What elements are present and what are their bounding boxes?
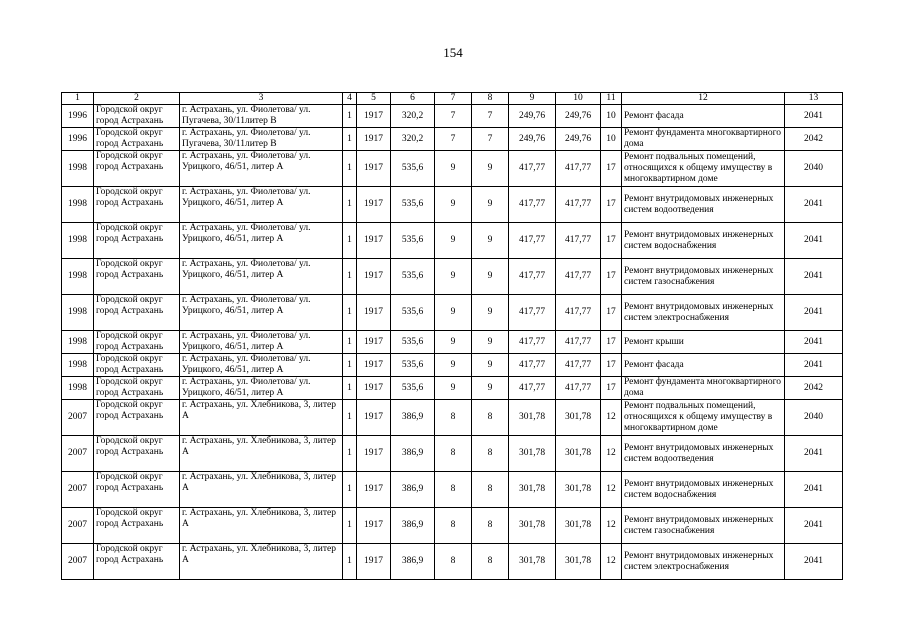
plan-year-cell: 2041 bbox=[785, 295, 843, 331]
year-cell: 1917 bbox=[357, 223, 391, 259]
year-cell: 1917 bbox=[357, 377, 391, 400]
col9-cell: 417,77 bbox=[509, 187, 556, 223]
plan-year-cell: 2041 bbox=[785, 544, 843, 580]
plan-year-cell: 2041 bbox=[785, 354, 843, 377]
col9-cell: 417,77 bbox=[509, 259, 556, 295]
col11-cell: 17 bbox=[601, 377, 622, 400]
plan-year-cell: 2041 bbox=[785, 223, 843, 259]
address-cell: г. Астрахань, ул. Хлебникова, 3, литер А bbox=[180, 472, 343, 508]
table-row bbox=[62, 436, 843, 472]
row-id-cell: 1998 bbox=[62, 331, 94, 354]
year-cell: 1917 bbox=[357, 295, 391, 331]
row-id-cell: 2007 bbox=[62, 472, 94, 508]
municipality-cell: Городской округ город Астрахань bbox=[94, 544, 180, 580]
table-row bbox=[62, 331, 843, 354]
col4-cell: 1 bbox=[343, 128, 357, 151]
address-cell: г. Астрахань, ул. Фиолетова/ ул. Урицкого, 46/51, литер А bbox=[180, 223, 343, 259]
municipality-cell: Городской округ город Астрахань bbox=[94, 377, 180, 400]
municipality-cell: Городской округ город Астрахань bbox=[94, 259, 180, 295]
work-type-cell: Ремонт внутридомовых инженерных систем электроснабжения bbox=[622, 544, 785, 580]
column-header: 4 bbox=[343, 93, 357, 105]
row-id-cell: 2007 bbox=[62, 400, 94, 436]
col8-cell: 9 bbox=[472, 223, 509, 259]
column-header: 6 bbox=[391, 93, 435, 105]
work-type-cell: Ремонт фундамента многоквартирного дома bbox=[622, 128, 785, 151]
area-cell: 535,6 bbox=[391, 151, 435, 187]
table-body bbox=[62, 105, 843, 580]
col9-cell: 417,77 bbox=[509, 295, 556, 331]
col11-cell: 17 bbox=[601, 187, 622, 223]
address-cell: г. Астрахань, ул. Фиолетова/ ул. Пугачева, 30/11литер В bbox=[180, 105, 343, 128]
municipality-cell: Городской округ город Астрахань bbox=[94, 128, 180, 151]
col10-cell: 417,77 bbox=[556, 295, 601, 331]
area-cell: 386,9 bbox=[391, 508, 435, 544]
address-cell: г. Астрахань, ул. Фиолетова/ ул. Урицкого, 46/51, литер А bbox=[180, 354, 343, 377]
col10-cell: 417,77 bbox=[556, 354, 601, 377]
row-id-cell: 1998 bbox=[62, 259, 94, 295]
col10-cell: 301,78 bbox=[556, 508, 601, 544]
col9-cell: 301,78 bbox=[509, 400, 556, 436]
col4-cell: 1 bbox=[343, 508, 357, 544]
year-cell: 1917 bbox=[357, 105, 391, 128]
col7-cell: 7 bbox=[435, 128, 472, 151]
area-cell: 320,2 bbox=[391, 128, 435, 151]
col11-cell: 17 bbox=[601, 354, 622, 377]
col10-cell: 417,77 bbox=[556, 377, 601, 400]
col4-cell: 1 bbox=[343, 472, 357, 508]
plan-year-cell: 2040 bbox=[785, 400, 843, 436]
area-cell: 535,6 bbox=[391, 223, 435, 259]
col8-cell: 8 bbox=[472, 544, 509, 580]
area-cell: 535,6 bbox=[391, 259, 435, 295]
address-cell: г. Астрахань, ул. Фиолетова/ ул. Урицкого, 46/51, литер А bbox=[180, 187, 343, 223]
col11-cell: 17 bbox=[601, 331, 622, 354]
plan-year-cell: 2041 bbox=[785, 436, 843, 472]
work-type-cell: Ремонт внутридомовых инженерных систем водоснабжения bbox=[622, 223, 785, 259]
area-cell: 535,6 bbox=[391, 187, 435, 223]
column-header: 13 bbox=[785, 93, 843, 105]
table-row bbox=[62, 105, 843, 128]
table-row bbox=[62, 128, 843, 151]
col10-cell: 249,76 bbox=[556, 128, 601, 151]
col4-cell: 1 bbox=[343, 331, 357, 354]
page-number: 154 bbox=[443, 45, 463, 60]
col8-cell: 8 bbox=[472, 436, 509, 472]
col7-cell: 9 bbox=[435, 354, 472, 377]
work-type-cell: Ремонт внутридомовых инженерных систем газоснабжения bbox=[622, 259, 785, 295]
col7-cell: 9 bbox=[435, 377, 472, 400]
plan-year-cell: 2041 bbox=[785, 259, 843, 295]
col7-cell: 9 bbox=[435, 187, 472, 223]
col7-cell: 9 bbox=[435, 223, 472, 259]
year-cell: 1917 bbox=[357, 128, 391, 151]
year-cell: 1917 bbox=[357, 151, 391, 187]
plan-year-cell: 2042 bbox=[785, 128, 843, 151]
municipality-cell: Городской округ город Астрахань bbox=[94, 354, 180, 377]
col9-cell: 301,78 bbox=[509, 472, 556, 508]
address-cell: г. Астрахань, ул. Фиолетова/ ул. Урицкого, 46/51, литер А bbox=[180, 377, 343, 400]
municipality-cell: Городской округ город Астрахань bbox=[94, 295, 180, 331]
municipality-cell: Городской округ город Астрахань bbox=[94, 472, 180, 508]
col7-cell: 7 bbox=[435, 105, 472, 128]
col11-cell: 17 bbox=[601, 223, 622, 259]
col9-cell: 417,77 bbox=[509, 151, 556, 187]
area-cell: 386,9 bbox=[391, 400, 435, 436]
year-cell: 1917 bbox=[357, 354, 391, 377]
col10-cell: 417,77 bbox=[556, 187, 601, 223]
col10-cell: 417,77 bbox=[556, 331, 601, 354]
col7-cell: 9 bbox=[435, 295, 472, 331]
col7-cell: 9 bbox=[435, 331, 472, 354]
table-row bbox=[62, 151, 843, 187]
table-row bbox=[62, 544, 843, 580]
column-header: 2 bbox=[94, 93, 180, 105]
col11-cell: 12 bbox=[601, 544, 622, 580]
col8-cell: 8 bbox=[472, 400, 509, 436]
col8-cell: 9 bbox=[472, 331, 509, 354]
col4-cell: 1 bbox=[343, 187, 357, 223]
capital-repair-table bbox=[61, 92, 843, 580]
municipality-cell: Городской округ город Астрахань bbox=[94, 508, 180, 544]
area-cell: 535,6 bbox=[391, 295, 435, 331]
col4-cell: 1 bbox=[343, 151, 357, 187]
address-cell: г. Астрахань, ул. Хлебникова, 3, литер А bbox=[180, 508, 343, 544]
col7-cell: 8 bbox=[435, 472, 472, 508]
col10-cell: 417,77 bbox=[556, 223, 601, 259]
col8-cell: 9 bbox=[472, 259, 509, 295]
table-row bbox=[62, 223, 843, 259]
address-cell: г. Астрахань, ул. Фиолетова/ ул. Пугачева, 30/11литер В bbox=[180, 128, 343, 151]
work-type-cell: Ремонт внутридомовых инженерных систем водоснабжения bbox=[622, 472, 785, 508]
column-header: 7 bbox=[435, 93, 472, 105]
area-cell: 320,2 bbox=[391, 105, 435, 128]
col4-cell: 1 bbox=[343, 223, 357, 259]
municipality-cell: Городской округ город Астрахань bbox=[94, 151, 180, 187]
municipality-cell: Городской округ город Астрахань bbox=[94, 105, 180, 128]
col7-cell: 8 bbox=[435, 544, 472, 580]
year-cell: 1917 bbox=[357, 259, 391, 295]
row-id-cell: 1998 bbox=[62, 354, 94, 377]
col9-cell: 249,76 bbox=[509, 128, 556, 151]
plan-year-cell: 2041 bbox=[785, 187, 843, 223]
column-header: 12 bbox=[622, 93, 785, 105]
work-type-cell: Ремонт внутридомовых инженерных систем водоотведения bbox=[622, 187, 785, 223]
col8-cell: 7 bbox=[472, 105, 509, 128]
address-cell: г. Астрахань, ул. Фиолетова/ ул. Урицкого, 46/51, литер А bbox=[180, 295, 343, 331]
row-id-cell: 1996 bbox=[62, 128, 94, 151]
col8-cell: 8 bbox=[472, 508, 509, 544]
address-cell: г. Астрахань, ул. Фиолетова/ ул. Урицкого, 46/51, литер А bbox=[180, 151, 343, 187]
table-row bbox=[62, 295, 843, 331]
col10-cell: 417,77 bbox=[556, 259, 601, 295]
table-row bbox=[62, 472, 843, 508]
col8-cell: 9 bbox=[472, 187, 509, 223]
work-type-cell: Ремонт внутридомовых инженерных систем электроснабжения bbox=[622, 295, 785, 331]
col10-cell: 301,78 bbox=[556, 472, 601, 508]
work-type-cell: Ремонт подвальных помещений, относящихся к общему имуществу в многоквартирном доме bbox=[622, 400, 785, 436]
row-id-cell: 2007 bbox=[62, 436, 94, 472]
work-type-cell: Ремонт фундамента многоквартирного дома bbox=[622, 377, 785, 400]
municipality-cell: Городской округ город Астрахань bbox=[94, 187, 180, 223]
column-header: 1 bbox=[62, 93, 94, 105]
col10-cell: 417,77 bbox=[556, 151, 601, 187]
col9-cell: 417,77 bbox=[509, 377, 556, 400]
col4-cell: 1 bbox=[343, 544, 357, 580]
col8-cell: 9 bbox=[472, 377, 509, 400]
col11-cell: 12 bbox=[601, 436, 622, 472]
row-id-cell: 1998 bbox=[62, 151, 94, 187]
col11-cell: 10 bbox=[601, 128, 622, 151]
municipality-cell: Городской округ город Астрахань bbox=[94, 400, 180, 436]
col8-cell: 7 bbox=[472, 128, 509, 151]
row-id-cell: 1998 bbox=[62, 223, 94, 259]
col4-cell: 1 bbox=[343, 377, 357, 400]
row-id-cell: 2007 bbox=[62, 508, 94, 544]
col11-cell: 17 bbox=[601, 151, 622, 187]
column-header: 10 bbox=[556, 93, 601, 105]
col7-cell: 9 bbox=[435, 151, 472, 187]
year-cell: 1917 bbox=[357, 331, 391, 354]
column-header: 8 bbox=[472, 93, 509, 105]
col9-cell: 301,78 bbox=[509, 544, 556, 580]
row-id-cell: 1998 bbox=[62, 187, 94, 223]
col9-cell: 417,77 bbox=[509, 354, 556, 377]
work-type-cell: Ремонт внутридомовых инженерных систем водоотведения bbox=[622, 436, 785, 472]
col10-cell: 301,78 bbox=[556, 544, 601, 580]
table-row bbox=[62, 377, 843, 400]
address-cell: г. Астрахань, ул. Хлебникова, 3, литер А bbox=[180, 544, 343, 580]
table-row bbox=[62, 187, 843, 223]
column-header: 3 bbox=[180, 93, 343, 105]
municipality-cell: Городской округ город Астрахань bbox=[94, 331, 180, 354]
column-header: 5 bbox=[357, 93, 391, 105]
col9-cell: 301,78 bbox=[509, 436, 556, 472]
table-row bbox=[62, 354, 843, 377]
col11-cell: 12 bbox=[601, 400, 622, 436]
col8-cell: 8 bbox=[472, 472, 509, 508]
area-cell: 386,9 bbox=[391, 544, 435, 580]
year-cell: 1917 bbox=[357, 472, 391, 508]
header-row bbox=[62, 93, 843, 105]
address-cell: г. Астрахань, ул. Хлебникова, 3, литер А bbox=[180, 400, 343, 436]
col11-cell: 12 bbox=[601, 472, 622, 508]
col11-cell: 12 bbox=[601, 508, 622, 544]
col7-cell: 9 bbox=[435, 259, 472, 295]
row-id-cell: 1996 bbox=[62, 105, 94, 128]
work-type-cell: Ремонт подвальных помещений, относящихся к общему имуществу в многоквартирном доме bbox=[622, 151, 785, 187]
work-type-cell: Ремонт внутридомовых инженерных систем газоснабжения bbox=[622, 508, 785, 544]
column-header: 11 bbox=[601, 93, 622, 105]
column-header: 9 bbox=[509, 93, 556, 105]
col9-cell: 301,78 bbox=[509, 508, 556, 544]
year-cell: 1917 bbox=[357, 544, 391, 580]
row-id-cell: 2007 bbox=[62, 544, 94, 580]
work-type-cell: Ремонт крыши bbox=[622, 331, 785, 354]
area-cell: 535,6 bbox=[391, 377, 435, 400]
address-cell: г. Астрахань, ул. Фиолетова/ ул. Урицкого, 46/51, литер А bbox=[180, 331, 343, 354]
col4-cell: 1 bbox=[343, 400, 357, 436]
col9-cell: 249,76 bbox=[509, 105, 556, 128]
year-cell: 1917 bbox=[357, 436, 391, 472]
col9-cell: 417,77 bbox=[509, 223, 556, 259]
col4-cell: 1 bbox=[343, 436, 357, 472]
col8-cell: 9 bbox=[472, 151, 509, 187]
year-cell: 1917 bbox=[357, 187, 391, 223]
row-id-cell: 1998 bbox=[62, 295, 94, 331]
col8-cell: 9 bbox=[472, 295, 509, 331]
year-cell: 1917 bbox=[357, 508, 391, 544]
table-row bbox=[62, 508, 843, 544]
plan-year-cell: 2041 bbox=[785, 472, 843, 508]
col11-cell: 10 bbox=[601, 105, 622, 128]
col7-cell: 8 bbox=[435, 400, 472, 436]
plan-year-cell: 2041 bbox=[785, 105, 843, 128]
col11-cell: 17 bbox=[601, 259, 622, 295]
col11-cell: 17 bbox=[601, 295, 622, 331]
area-cell: 386,9 bbox=[391, 472, 435, 508]
area-cell: 535,6 bbox=[391, 354, 435, 377]
col7-cell: 8 bbox=[435, 436, 472, 472]
col10-cell: 301,78 bbox=[556, 436, 601, 472]
table-row bbox=[62, 259, 843, 295]
municipality-cell: Городской округ город Астрахань bbox=[94, 436, 180, 472]
col8-cell: 9 bbox=[472, 354, 509, 377]
col7-cell: 8 bbox=[435, 508, 472, 544]
work-type-cell: Ремонт фасада bbox=[622, 105, 785, 128]
col10-cell: 249,76 bbox=[556, 105, 601, 128]
plan-year-cell: 2042 bbox=[785, 377, 843, 400]
area-cell: 535,6 bbox=[391, 331, 435, 354]
col4-cell: 1 bbox=[343, 259, 357, 295]
row-id-cell: 1998 bbox=[62, 377, 94, 400]
year-cell: 1917 bbox=[357, 400, 391, 436]
table-row bbox=[62, 400, 843, 436]
col4-cell: 1 bbox=[343, 354, 357, 377]
plan-year-cell: 2041 bbox=[785, 331, 843, 354]
col9-cell: 417,77 bbox=[509, 331, 556, 354]
col10-cell: 301,78 bbox=[556, 400, 601, 436]
work-type-cell: Ремонт фасада bbox=[622, 354, 785, 377]
address-cell: г. Астрахань, ул. Хлебникова, 3, литер А bbox=[180, 436, 343, 472]
col4-cell: 1 bbox=[343, 105, 357, 128]
col4-cell: 1 bbox=[343, 295, 357, 331]
plan-year-cell: 2041 bbox=[785, 508, 843, 544]
area-cell: 386,9 bbox=[391, 436, 435, 472]
plan-year-cell: 2040 bbox=[785, 151, 843, 187]
address-cell: г. Астрахань, ул. Фиолетова/ ул. Урицкого, 46/51, литер А bbox=[180, 259, 343, 295]
municipality-cell: Городской округ город Астрахань bbox=[94, 223, 180, 259]
